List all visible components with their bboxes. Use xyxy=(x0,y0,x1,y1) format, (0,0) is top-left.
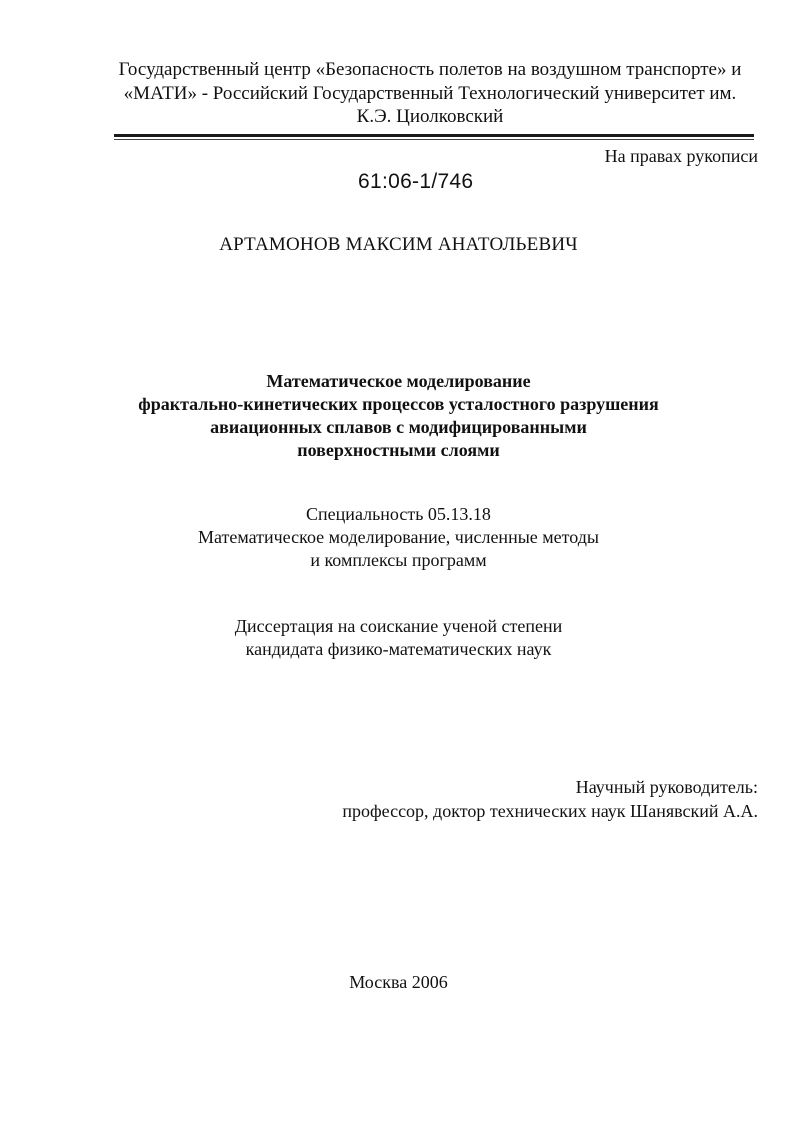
rights-note: На правах рукописи xyxy=(604,146,758,166)
organization-header xyxy=(80,58,780,129)
degree-line-2: кандидата физико-математических наук xyxy=(245,639,552,659)
organization-line-3: К.Э. Циолковский xyxy=(356,106,504,127)
specialty-code: Специальность 05.13.18 xyxy=(306,504,491,524)
degree-line-1: Диссертация на соискание ученой степени xyxy=(234,616,563,636)
title-line-2: фрактально-кинетических процессов усталостного разрушения xyxy=(138,394,659,414)
organization-line-2: «МАТИ» - Российский Государственный Технологический университет им. xyxy=(123,82,737,104)
catalog-stamp: 61:06-1/746 xyxy=(358,170,474,193)
author-name: АРТАМОНОВ МАКСИМ АНАТОЛЬЕВИЧ xyxy=(219,234,578,255)
title-line-4: поверхностными слоями xyxy=(297,440,500,460)
title-line-1: Математическое моделирование xyxy=(266,371,531,391)
dissertation-title xyxy=(0,370,797,462)
degree-block xyxy=(0,615,797,661)
supervisor-block xyxy=(342,775,758,823)
organization-line-1: Государственный центр «Безопасность полетов на воздушном транспорте» и xyxy=(118,59,742,80)
city-year: Москва 2006 xyxy=(349,972,448,992)
supervisor-label: Научный руководитель: xyxy=(575,777,758,797)
specialty-name-line-1: Математическое моделирование, численные методы xyxy=(197,527,600,547)
supervisor-name: профессор, доктор технических наук Шанявский А.А. xyxy=(342,801,758,821)
specialty-block xyxy=(0,503,797,572)
header-divider-thick xyxy=(114,134,754,137)
title-line-3: авиационных сплавов с модифицированными xyxy=(210,417,587,437)
specialty-name-line-2: и комплексы программ xyxy=(310,550,487,570)
header-divider-thin xyxy=(114,139,754,140)
